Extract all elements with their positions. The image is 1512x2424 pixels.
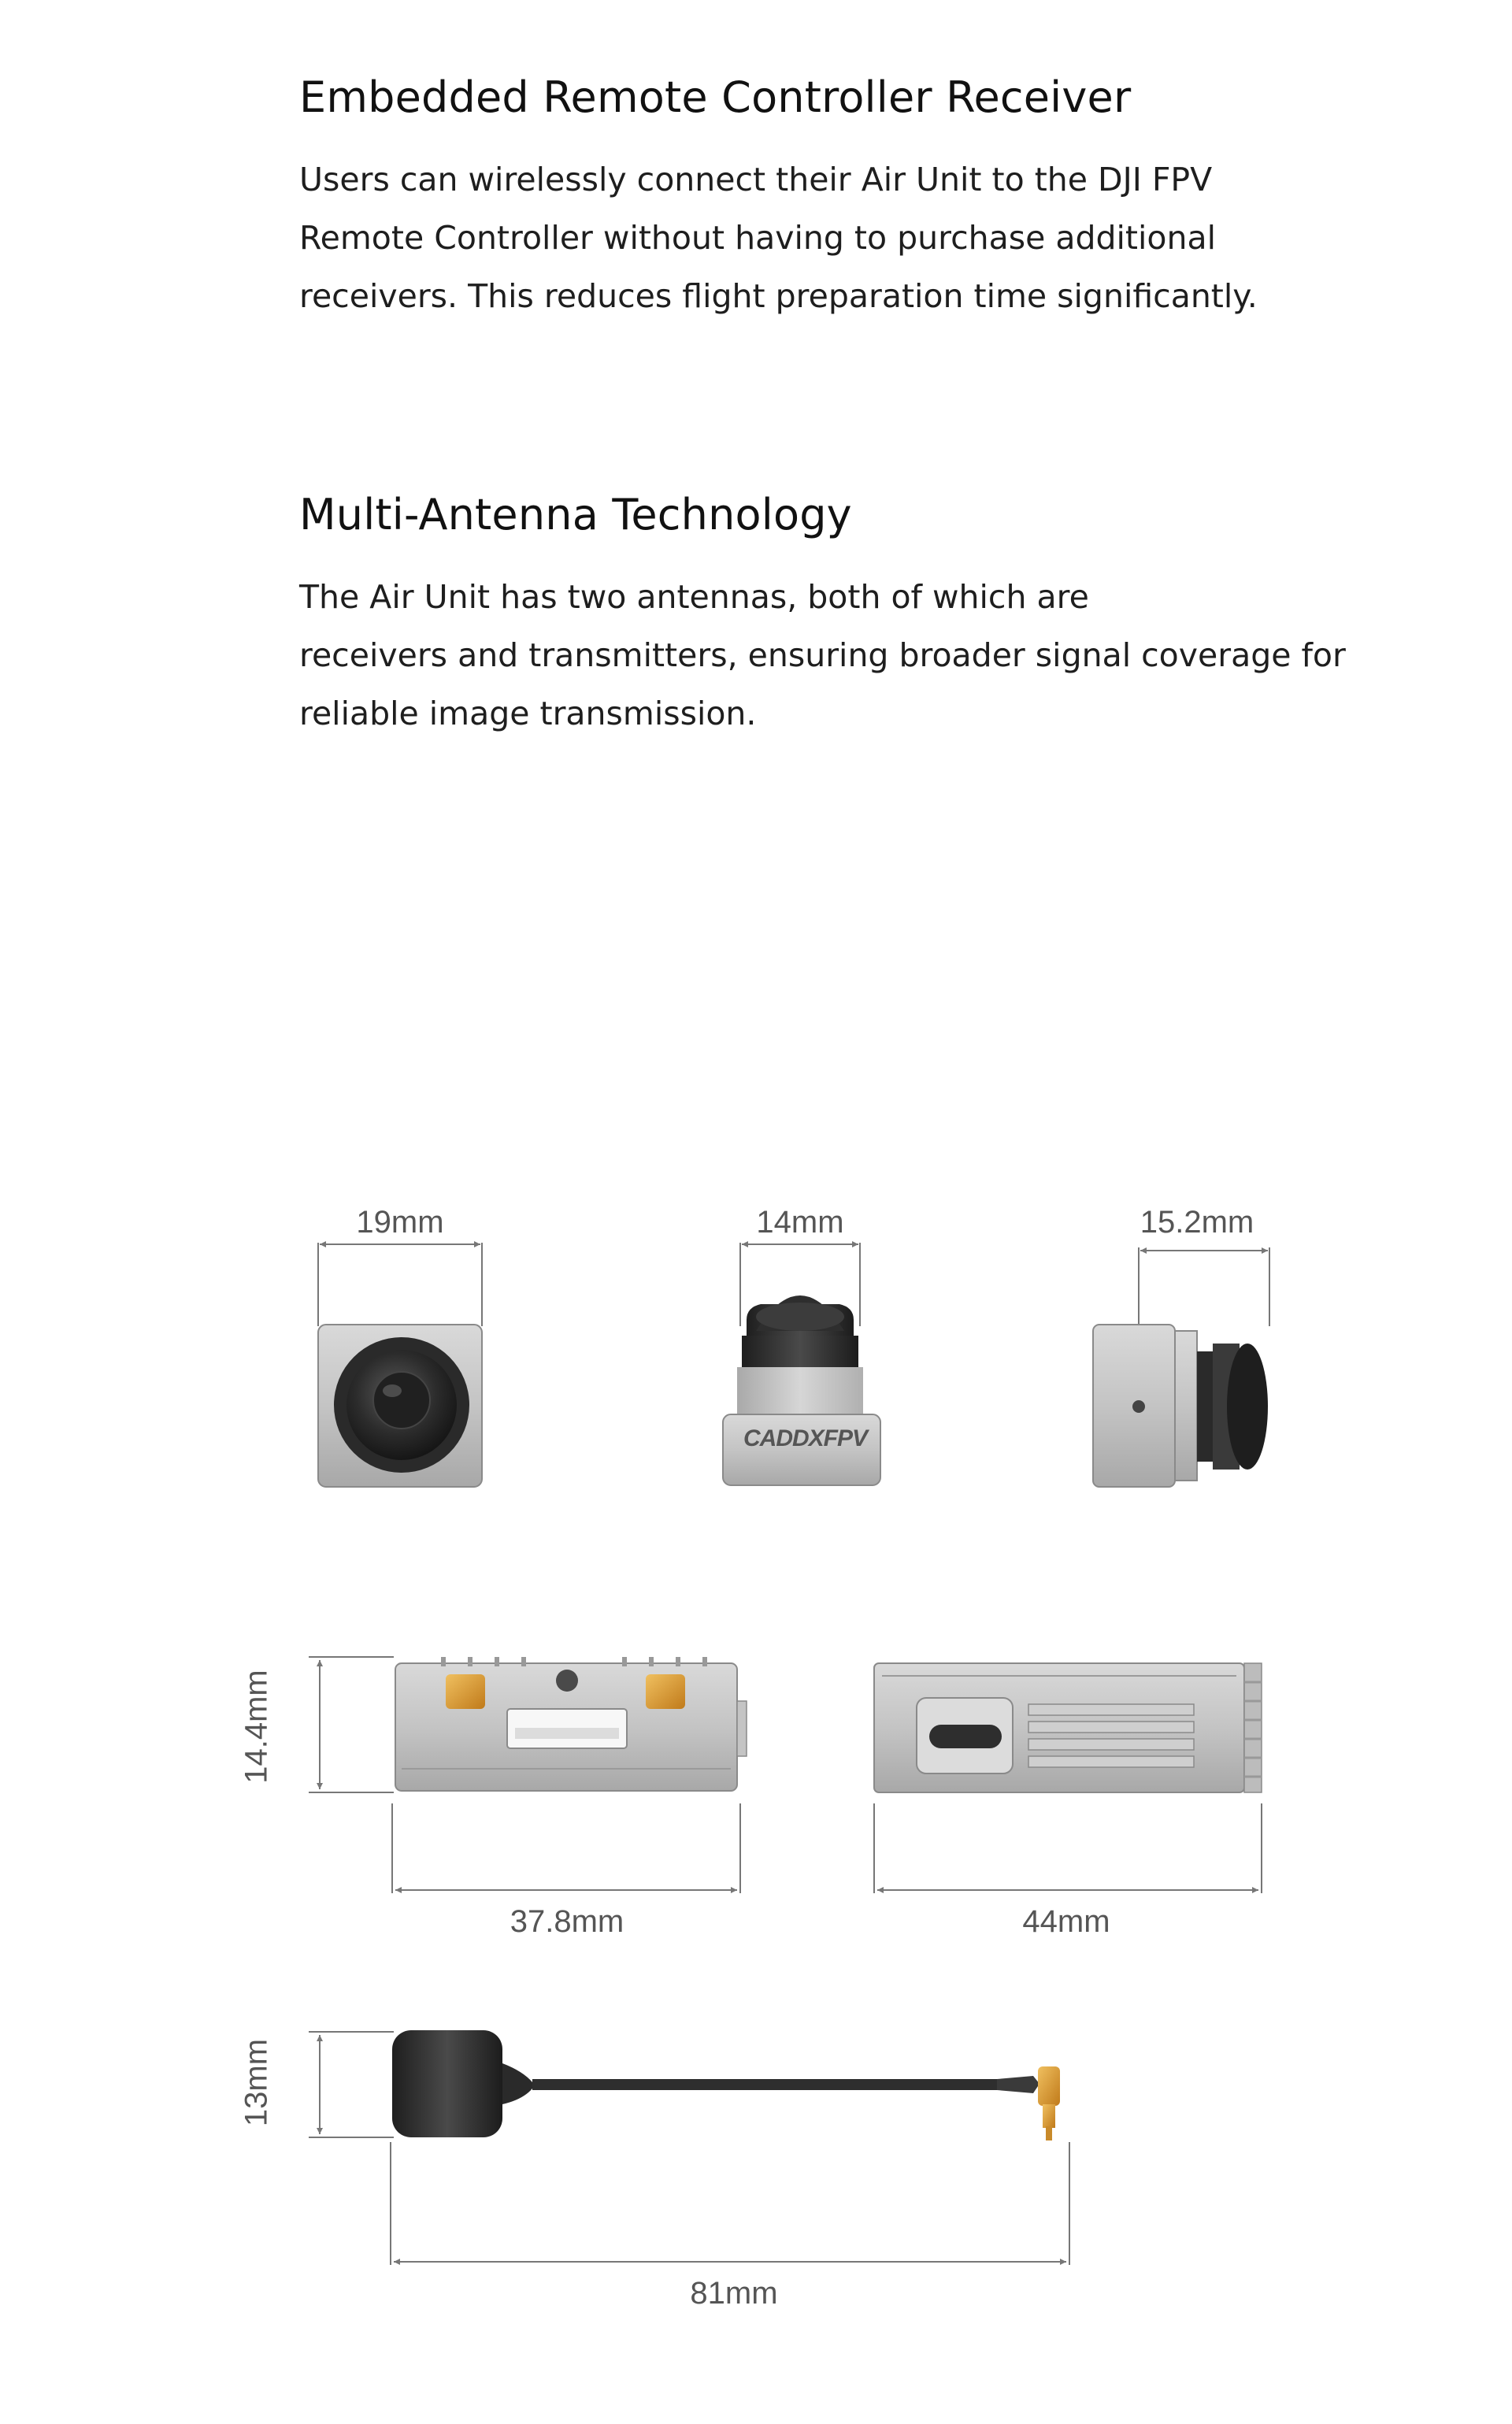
dimension-label: 13mm (239, 2038, 274, 2127)
dimension-label: 15.2mm (1140, 1205, 1254, 1240)
camera-side-view (723, 1295, 880, 1485)
body-line: receivers and transmitters, ensuring broader signal coverage for (299, 636, 1346, 674)
camera-brand-label: CADDXFPV (743, 1425, 868, 1451)
section-title: Embedded Remote Controller Receiver (299, 72, 1132, 122)
section-title: Multi-Antenna Technology (299, 490, 852, 539)
dimension-label: 19mm (356, 1205, 444, 1240)
body-line: Users can wirelessly connect their Air Unit to the DJI FPV (299, 161, 1213, 198)
body-line: Remote Controller without having to purchase additional (299, 219, 1216, 257)
dimension-label: 14mm (756, 1205, 844, 1240)
camera-front-view (318, 1325, 482, 1487)
antenna-view (392, 2030, 1060, 2140)
camera-depth-view (1093, 1325, 1268, 1487)
air-unit-side-view (874, 1663, 1262, 1792)
body-line: reliable image transmission. (299, 695, 757, 732)
air-unit-front-view (395, 1657, 747, 1791)
body-line: The Air Unit has two antennas, both of which are (299, 578, 1089, 616)
dimension-label: 14.4mm (239, 1670, 274, 1784)
dimension-label: 44mm (1022, 1904, 1110, 1939)
dimension-label: 81mm (690, 2276, 778, 2311)
body-line: receivers. This reduces flight preparation time significantly. (299, 277, 1258, 315)
dimension-label: 37.8mm (510, 1904, 624, 1939)
